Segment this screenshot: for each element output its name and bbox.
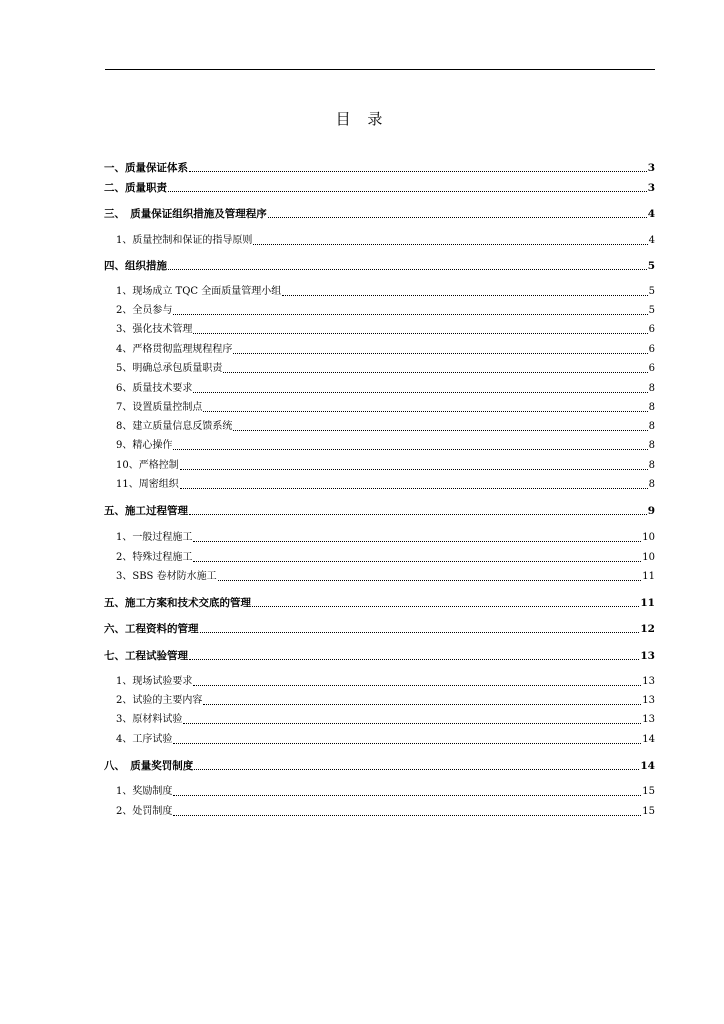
- toc-entry-page: 6: [648, 344, 655, 355]
- toc-leader-dots: [253, 244, 647, 245]
- toc-leader-dots: [252, 606, 639, 607]
- toc-entry-label: 10、严格控制: [116, 460, 179, 471]
- toc-entry[interactable]: [104, 785, 655, 799]
- toc-entry-label: 6、质量技术要求: [116, 383, 193, 394]
- toc-leader-dots: [268, 217, 647, 218]
- toc-entry-label: 3、原材料试验: [116, 714, 183, 725]
- toc-entry-page: 8: [648, 421, 655, 432]
- toc-entry-page: 14: [642, 734, 655, 745]
- toc-entry-page: 11: [640, 597, 655, 609]
- toc-entry-page: 13: [642, 676, 655, 687]
- toc-entry-label: 1、质量控制和保证的指导原则: [116, 235, 253, 246]
- toc-entry-page: 6: [648, 324, 655, 335]
- toc-entry-label: 2、全员参与: [116, 305, 173, 316]
- toc-entry-page: 5: [648, 305, 655, 316]
- toc-leader-dots: [203, 411, 647, 412]
- toc-entry[interactable]: [104, 675, 655, 689]
- toc-entry[interactable]: [104, 343, 655, 357]
- toc-entry[interactable]: [104, 362, 655, 376]
- toc-entry[interactable]: [104, 304, 655, 318]
- toc-entry[interactable]: [104, 439, 655, 453]
- toc-entry-label: 1、现场试验要求: [116, 676, 193, 687]
- toc-leader-dots: [193, 541, 641, 542]
- toc-entry-label: 7、设置质量控制点: [116, 402, 203, 413]
- toc-entry-label: 1、一般过程施工: [116, 532, 193, 543]
- toc-entry-label: 4、工序试验: [116, 734, 173, 745]
- toc-entry-label: 七、工程试验管理: [104, 650, 188, 662]
- toc-leader-dots: [194, 769, 639, 770]
- toc-entry-page: 8: [648, 383, 655, 394]
- toc-entry-page: 15: [642, 806, 655, 817]
- toc-entry-label: 四、组织措施: [104, 260, 167, 272]
- toc-entry[interactable]: [104, 459, 655, 473]
- toc-leader-dots: [193, 561, 641, 562]
- toc-entry[interactable]: [104, 234, 655, 248]
- toc-entry-page: 5: [648, 286, 655, 297]
- toc-leader-dots: [173, 815, 641, 816]
- toc-entry-page: 10: [642, 532, 655, 543]
- toc-leader-dots: [193, 392, 647, 393]
- toc-leader-dots: [233, 353, 647, 354]
- toc-leader-dots: [168, 191, 647, 192]
- toc-entry-page: 14: [640, 760, 655, 772]
- toc-entry-label: 2、处罚制度: [116, 806, 173, 817]
- toc-leader-dots: [193, 685, 641, 686]
- toc-entry-label: 1、现场成立 TQC 全面质量管理小组: [116, 286, 282, 297]
- toc-leader-dots: [282, 295, 647, 296]
- toc-title: 目 录: [335, 110, 389, 128]
- toc-entry-page: 9: [647, 505, 655, 517]
- toc-entry-label: 4、严格贯彻监理规程程序: [116, 344, 233, 355]
- toc-entry[interactable]: [104, 531, 655, 545]
- toc-entry[interactable]: [104, 181, 655, 195]
- toc-leader-dots: [233, 430, 647, 431]
- toc-leader-dots: [189, 171, 647, 172]
- toc-leader-dots: [183, 723, 641, 724]
- toc-entry-page: 8: [648, 460, 655, 471]
- toc-entry-label: 2、特殊过程施工: [116, 552, 193, 563]
- toc-entry-label: 六、工程资料的管理: [104, 623, 199, 635]
- toc-entry-label: 9、精心操作: [116, 440, 173, 451]
- toc-entry-page: 4: [647, 208, 655, 220]
- toc-entry[interactable]: [104, 622, 655, 636]
- toc-entry-label: 2、试验的主要内容: [116, 695, 203, 706]
- toc-entry-page: 4: [648, 235, 655, 246]
- toc-entry-page: 15: [642, 786, 655, 797]
- toc-entry-page: 3: [647, 182, 655, 194]
- toc-entry[interactable]: [104, 805, 655, 819]
- toc-leader-dots: [203, 704, 641, 705]
- toc-entry-page: 11: [642, 571, 655, 582]
- toc-entry[interactable]: [104, 207, 655, 221]
- toc-entry-label: 一、质量保证体系: [104, 162, 188, 174]
- toc-entry-label: 五、施工过程管理: [104, 505, 188, 517]
- toc-entry[interactable]: [104, 694, 655, 708]
- toc-entry[interactable]: [104, 759, 655, 773]
- toc-entry-page: 8: [648, 402, 655, 413]
- toc-leader-dots: [189, 659, 639, 660]
- toc-entry-page: 12: [640, 623, 655, 635]
- header-rule: [105, 69, 655, 70]
- toc-entry-label: 8、建立质量信息反馈系统: [116, 421, 233, 432]
- toc-entry-page: 3: [647, 162, 655, 174]
- toc-entry[interactable]: [104, 596, 655, 610]
- toc-entry[interactable]: [104, 259, 655, 273]
- toc-entry-label: 八、 质量奖罚制度: [104, 760, 194, 772]
- toc-entry-label: 二、质量职责: [104, 182, 167, 194]
- toc-entry-label: 五、施工方案和技术交底的管理: [104, 597, 251, 609]
- toc-entry[interactable]: [104, 733, 655, 747]
- toc-entry[interactable]: [104, 420, 655, 434]
- toc-leader-dots: [189, 514, 647, 515]
- toc-entry-label: 3、强化技术管理: [116, 324, 193, 335]
- toc-entry[interactable]: [104, 649, 655, 663]
- toc-entry[interactable]: [104, 478, 655, 492]
- toc-entry[interactable]: [104, 570, 655, 584]
- toc-entry-label: 3、SBS 卷材防水施工: [116, 571, 217, 582]
- toc-entry[interactable]: [104, 323, 655, 337]
- toc-entry-label: 1、奖励制度: [116, 786, 173, 797]
- toc-entry[interactable]: [104, 504, 655, 518]
- toc-leader-dots: [193, 333, 647, 334]
- toc-entry-label: 三、 质量保证组织措施及管理程序: [104, 208, 267, 220]
- toc-leader-dots: [173, 314, 647, 315]
- toc-entry-page: 13: [642, 695, 655, 706]
- toc-entry-page: 10: [642, 552, 655, 563]
- toc-leader-dots: [218, 580, 642, 581]
- toc-entry-page: 8: [648, 440, 655, 451]
- toc-entry-page: 5: [647, 260, 655, 272]
- toc-leader-dots: [173, 743, 641, 744]
- toc-entry[interactable]: [104, 382, 655, 396]
- toc-entry-page: 8: [648, 479, 655, 490]
- toc-leader-dots: [173, 795, 641, 796]
- toc-entry[interactable]: [104, 551, 655, 565]
- toc-leader-dots: [200, 632, 640, 633]
- toc-entry-page: 13: [640, 650, 655, 662]
- toc-entry-page: 13: [642, 714, 655, 725]
- toc-leader-dots: [168, 269, 647, 270]
- toc-leader-dots: [223, 372, 647, 373]
- toc-entry-label: 5、明确总承包质量职责: [116, 363, 223, 374]
- toc-entry[interactable]: [104, 161, 655, 175]
- toc-leader-dots: [173, 449, 647, 450]
- toc-entry[interactable]: [104, 401, 655, 415]
- toc-leader-dots: [180, 488, 648, 489]
- toc-entry[interactable]: [104, 713, 655, 727]
- toc-leader-dots: [180, 469, 648, 470]
- toc-entry-label: 11、周密组织: [116, 479, 179, 490]
- toc-entry-page: 6: [648, 363, 655, 374]
- toc-entry[interactable]: [104, 285, 655, 299]
